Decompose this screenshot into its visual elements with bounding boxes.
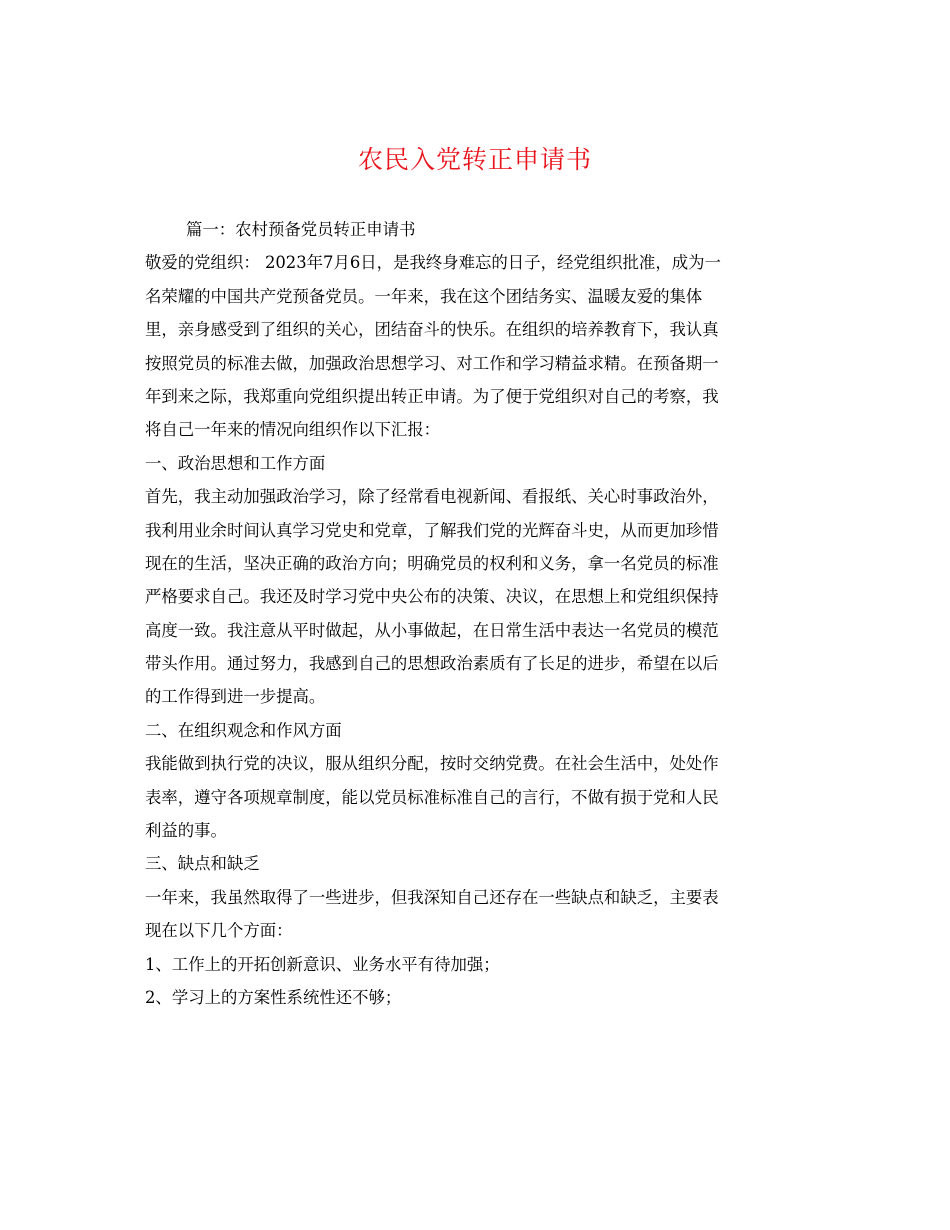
body-line: 现在的生活，坚决正确的政治方向；明确党员的权利和义务，拿一名党员的标准 [145,553,719,573]
body-line: 将自己一年来的情况向组织作以下汇报： [145,420,441,440]
section-heading: 二、在组织观念和作风方面 [145,720,342,740]
body-line: 高度一致。我注意从平时做起，从小事做起，在日常生活中表达一名党员的模范 [145,620,719,640]
body-line: 现在以下几个方面： [145,921,293,941]
section-heading: 三、缺点和缺乏 [145,854,260,874]
body-line: 年到来之际，我郑重向党组织提出转正申请。为了便于党组织对自己的考察，我 [145,386,719,406]
body-line: 的工作得到进一步提高。 [145,687,326,707]
body-line: 篇一：农村预备党员转正申请书 [186,220,416,239]
body-line: 按照党员的标准去做，加强政治思想学习、对工作和学习精益求精。在预备期一 [145,353,719,373]
body-line: 我能做到执行党的决议，服从组织分配，按时交纳党费。在社会生活中，处处作 [145,754,719,774]
body-line: 名荣耀的中国共产党预备党员。一年来，我在这个团结务实、温暖友爱的集体 [145,286,703,306]
document-body [145,213,810,1014]
body-line: 带头作用。通过努力，我感到自己的思想政治素质有了长足的进步，希望在以后 [145,654,719,674]
document-title: 农民入党转正申请书 [357,145,592,174]
body-line: 首先，我主动加强政治学习，除了经常看电视新闻、看报纸、关心时事政治外， [145,487,719,507]
body-line: 表率，遵守各项规章制度，能以党员标准标准自己的言行，不做有损于党和人民 [145,787,719,807]
body-line: 敬爱的党组织： 2023年7月6日，是我终身难忘的日子，经党组织批准，成为一 [145,253,721,273]
body-line: 里，亲身感受到了组织的关心，团结奋斗的快乐。在组织的培养教育下，我认真 [145,320,719,340]
list-item: 1、工作上的开拓创新意识、业务水平有待加强； [145,954,500,974]
body-line: 我利用业余时间认真学习党史和党章，了解我们党的光辉奋斗史，从而更加珍惜 [145,520,719,540]
list-item: 2、学习上的方案性系统性还不够； [145,987,402,1007]
body-line: 一年来，我虽然取得了一些进步，但我深知自己还存在一些缺点和缺乏，主要表 [145,887,719,907]
body-line: 严格要求自己。我还及时学习党中央公布的决策、决议，在思想上和党组织保持 [145,587,719,607]
body-line: 利益的事。 [145,821,227,841]
section-heading: 一、政治思想和工作方面 [145,453,326,473]
